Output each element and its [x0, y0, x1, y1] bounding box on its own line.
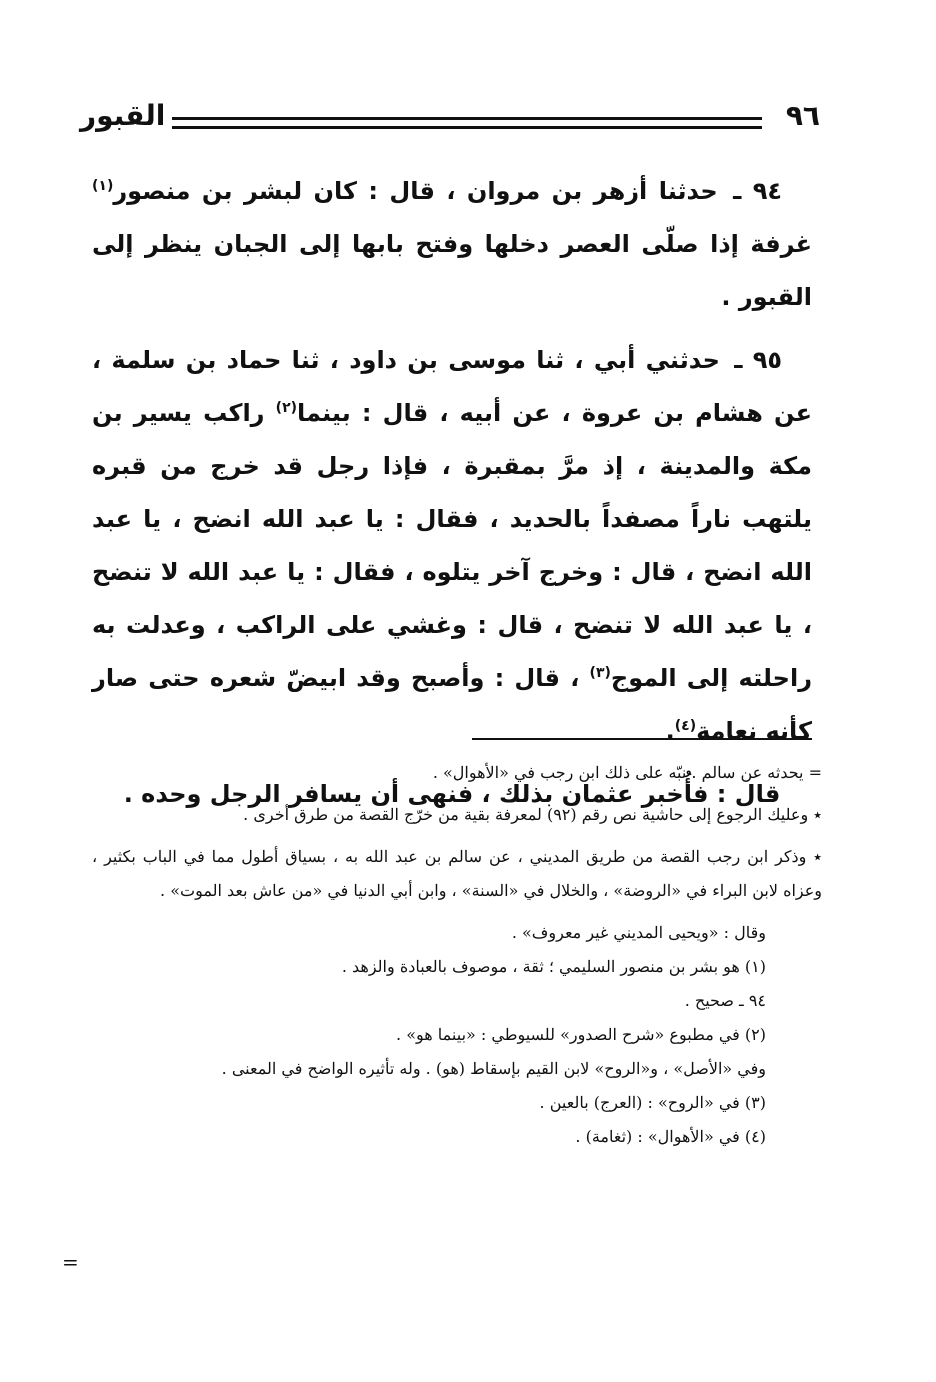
report-text: ، قال : وأصبح وقد ابيضّ شعره حتى صار كأنه نعامة	[92, 664, 812, 745]
footnote-3: (٣) في «الروح» : (العرج) بالعين .	[539, 1093, 766, 1112]
footnote-note: ٭ وذكر ابن رجب القصة من طريق المديني ، عن سالم بن عبد الله به ، بسياق أطول مما في الباب بكثير ، وعزاه لابن البراء في «الروضة» ، والخلال في «السنة» ، وابن أبي الدنيا في «من عاش بعد الموت» .	[92, 847, 822, 900]
footnote-ref: (٣)	[589, 665, 611, 681]
report-number: ٩٥ ـ	[734, 346, 783, 374]
footnote-carryover: = يحدثه عن سالم . نبّه على ذلك ابن رجب في «الأهوال» .	[432, 763, 822, 782]
report-text: حدثنا أزهر بن مروان ، قال : كان لبشر بن منصور	[113, 177, 718, 205]
footnote-note: ٭ وعليك الرجوع إلى حاشية نص رقم (٩٢) لمعرفة بقية من خرّج القصة من طرق أخرى .	[243, 805, 822, 824]
main-text	[92, 165, 812, 831]
footnotes	[92, 756, 822, 1154]
running-title: القبور	[80, 99, 166, 132]
report-text: راكب يسير بن مكة والمدينة ، إذ مرَّ بمقبرة ، فإذا رجل قد خرج من قبره يلتهب ناراً مصفداً بالحديد ، فقال : يا عبد الله انضح ، يا عبد الله انضح ، قال : وخرج آخر يتلوه ، فقال : يا عبد الله لا تنضح ، يا عبد الله لا تنضح ، قال : وغشي على الراكب ، وعدلت به راحلته إلى الموج	[92, 399, 813, 692]
header-double-rule	[172, 117, 762, 129]
footnote-2-continued: وفي «الأصل» ، و«الروح» لابن القيم بإسقاط (هو) . وله تأثيره الواضح في المعنى .	[221, 1059, 766, 1078]
footnote-ref: (١)	[92, 178, 114, 194]
footnote-separator	[472, 738, 812, 740]
report-94	[92, 165, 812, 324]
footnote-4: (٤) في «الأهوال» : (ثغامة) .	[575, 1127, 766, 1146]
footnote-ref: (٤)	[674, 718, 697, 734]
footnote-ref: (٢)	[275, 400, 298, 416]
continuation-mark: =	[62, 1250, 79, 1274]
grading-94: ٩٤ ـ صحيح .	[684, 991, 766, 1010]
report-95	[92, 334, 812, 758]
report-text: حدثني أبي ، ثنا موسى بن داود ، ثنا حماد بن سلمة ، عن هشام بن عروة ، عن أبيه ، قال : بينما	[92, 346, 812, 427]
footnote-2: (٢) في مطبوع «شرح الصدور» للسيوطي : «بينما هو» .	[396, 1025, 766, 1044]
report-text: غرفة إذا صلّى العصر دخلها وفتح بابها إلى الجبان ينظر إلى القبور .	[92, 230, 812, 311]
page-number: ٩٦	[785, 99, 820, 132]
report-text: .	[665, 717, 675, 745]
footnote-note: وقال : «ويحيى المديني غير معروف» .	[511, 923, 766, 942]
report-number: ٩٤ ـ	[733, 177, 782, 205]
footnote-1: (١) هو بشر بن منصور السليمي ؛ ثقة ، موصوف بالعبادة والزهد .	[341, 957, 766, 976]
closing-line: قال : فأُخبر عثمان بذلك ، فنهى أن يسافر الرجل وحده .	[123, 780, 781, 808]
page-header	[80, 95, 820, 145]
